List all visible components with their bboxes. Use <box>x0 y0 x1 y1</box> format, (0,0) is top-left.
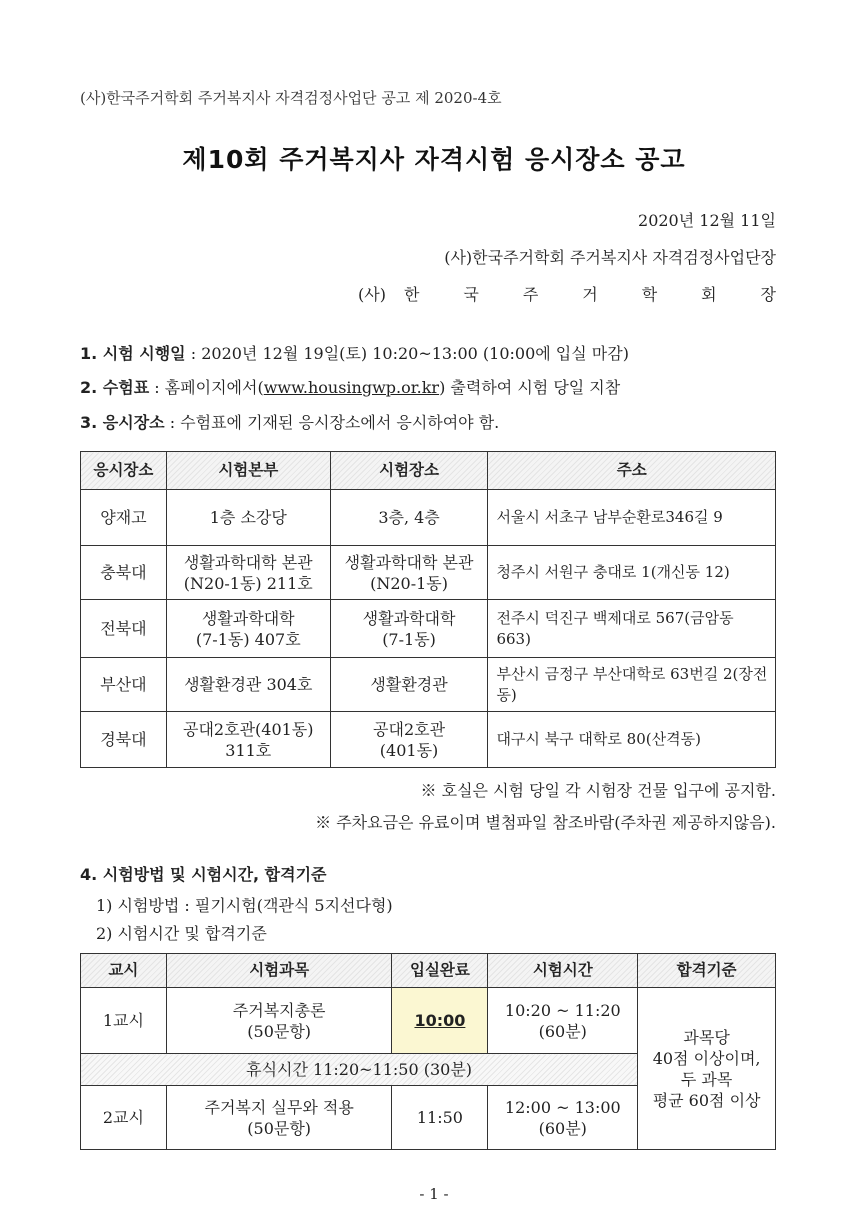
announcement-date: 2020년 12월 11일 <box>638 211 776 230</box>
exam-room <box>330 600 488 658</box>
issuer-char: 국 <box>463 285 479 304</box>
venue-site: 충북대 <box>81 546 167 600</box>
exam-date-label: 1. 시험 시행일 <box>80 344 186 363</box>
venue-site: 경북대 <box>81 712 167 768</box>
announcement-number: (사)한국주거학회 주거복지사 자격검정사업단 공고 제 2020-4호 <box>80 89 502 107</box>
table-row <box>81 600 776 658</box>
venue-address: 전주시 덕진구 백제대로 567(금암동 663) <box>488 600 776 658</box>
exam-time <box>488 1086 638 1150</box>
parking-notice: ※ 주차요금은 유료이며 별첨파일 참조바람(주차권 제공하지않음). <box>315 813 776 832</box>
col-header: 입실완료 <box>392 954 488 988</box>
exam-room <box>330 490 488 546</box>
subject-line: (50문항) <box>247 1118 312 1138</box>
venue-text: : 수험표에 기재된 응시장소에서 응시하여야 함. <box>164 413 500 432</box>
exam-method: 1) 시험방법 : 필기시험(객관식 5지선다형) <box>96 896 393 915</box>
room-notice: ※ 호실은 시험 당일 각 시험장 건물 입구에 공지함. <box>420 781 776 800</box>
exam-time <box>488 988 638 1054</box>
exam-hq <box>166 658 330 712</box>
hq-line: 공대2호관(401동) <box>183 719 314 739</box>
hq-line: 생활과학대학 <box>201 608 295 628</box>
criteria-line: 두 과목 <box>680 1069 733 1089</box>
room-line: 3층, 4층 <box>378 508 440 527</box>
entry-deadline: 10:00 <box>392 988 488 1054</box>
section-4-title <box>80 862 327 885</box>
table-row <box>81 490 776 546</box>
col-header: 시험장소 <box>330 452 488 490</box>
hq-line: 311호 <box>225 740 272 760</box>
period: 1교시 <box>81 988 167 1054</box>
time-line: 10:20 ~ 11:20 <box>504 1000 621 1020</box>
hq-line: 1층 소강당 <box>209 508 287 527</box>
criteria-line: 40점 이상이며, <box>652 1048 761 1068</box>
issuer-char: 학 <box>641 285 658 304</box>
schedule-table <box>80 953 776 1150</box>
col-header: 응시장소 <box>81 452 167 490</box>
room-line: (401동) <box>379 740 439 760</box>
time-line: (60분) <box>538 1118 587 1138</box>
issuer-president-prefix: (사) <box>358 285 386 304</box>
section-4-heading: 4. 시험방법 및 시험시간, 합격기준 <box>80 865 327 884</box>
exam-subject <box>166 1086 392 1150</box>
room-line: (N20-1동) <box>370 573 448 593</box>
subject-line: 주거복지총론 <box>232 1000 326 1020</box>
time-line: (60분) <box>538 1021 587 1041</box>
issuer-char: 주 <box>522 285 539 304</box>
col-header: 주소 <box>488 452 776 490</box>
exam-time-heading: 2) 시험시간 및 합격기준 <box>96 924 267 943</box>
venue-address: 서울시 서초구 남부순환로346길 9 <box>488 490 776 546</box>
col-header: 시험시간 <box>488 954 638 988</box>
venue-site: 양재고 <box>81 490 167 546</box>
criteria-line: 과목당 <box>683 1027 730 1047</box>
col-header: 시험과목 <box>166 954 392 988</box>
subject-line: 주거복지 실무와 적용 <box>204 1097 354 1117</box>
venue-label: 3. 응시장소 <box>80 413 165 432</box>
break-time: 휴식시간 11:20~11:50 (30분) <box>81 1054 638 1086</box>
issuer-director: (사)한국주거학회 주거복지사 자격검정사업단장 <box>444 248 776 267</box>
admission-ticket-post: ) 출력하여 시험 당일 지참 <box>439 378 621 397</box>
exam-room <box>330 658 488 712</box>
hq-line: 생활환경관 304호 <box>184 675 313 694</box>
subject-line: (50문항) <box>247 1021 312 1041</box>
venue-address: 부산시 금정구 부산대학로 63번길 2(장전동) <box>488 658 776 712</box>
issuer-char: 한 <box>404 285 420 304</box>
room-line: 생활과학대학 본관 <box>344 552 474 572</box>
exam-hq <box>166 712 330 768</box>
room-line: 공대2호관 <box>373 719 446 739</box>
issuer-char: 회 <box>701 285 717 304</box>
exam-hq <box>166 490 330 546</box>
page-title: 제10회 주거복지사 자격시험 응시장소 공고 <box>182 145 686 174</box>
exam-subject <box>166 988 392 1054</box>
criteria-line: 평균 60점 이상 <box>652 1090 761 1110</box>
page-number: - 1 - <box>419 1185 449 1203</box>
pass-criteria <box>638 988 776 1150</box>
exam-room <box>330 712 488 768</box>
venue-address: 대구시 북구 대학로 80(산격동) <box>488 712 776 768</box>
venue-item <box>80 410 499 433</box>
table-row <box>81 546 776 600</box>
period: 2교시 <box>81 1086 167 1150</box>
venue-site: 전북대 <box>81 600 167 658</box>
exam-room <box>330 546 488 600</box>
entry-deadline: 11:50 <box>392 1086 488 1150</box>
table-row <box>81 712 776 768</box>
col-header: 합격기준 <box>638 954 776 988</box>
venue-address: 청주시 서원구 충대로 1(개신동 12) <box>488 546 776 600</box>
table-row <box>81 988 776 1054</box>
venue-table-header <box>81 452 776 490</box>
hq-line: 생활과학대학 본관 <box>183 552 313 572</box>
admission-ticket-label: 2. 수험표 <box>80 378 150 397</box>
hq-line: (7-1동) 407호 <box>195 629 301 649</box>
venue-table <box>80 451 776 768</box>
room-line: 생활과학대학 <box>362 608 456 628</box>
table-row <box>81 658 776 712</box>
issuer-president <box>358 282 776 305</box>
admission-ticket-item <box>80 375 620 398</box>
exam-date-text: : 2020년 12월 19일(토) 10:20~13:00 (10:00에 입실 마감) <box>185 344 629 363</box>
issuer-char: 거 <box>582 285 598 304</box>
issuer-char: 장 <box>760 285 776 304</box>
col-header: 교시 <box>81 954 167 988</box>
exam-hq <box>166 546 330 600</box>
exam-date-item <box>80 341 629 364</box>
schedule-table-header <box>81 954 776 988</box>
venue-site: 부산대 <box>81 658 167 712</box>
room-line: 생활환경관 <box>370 675 448 694</box>
room-line: (7-1동) <box>382 629 436 649</box>
admission-ticket-pre: : 홈페이지에서( <box>149 378 264 397</box>
hq-line: (N20-1동) 211호 <box>183 573 313 593</box>
time-line: 12:00 ~ 13:00 <box>504 1097 621 1117</box>
col-header: 시험본부 <box>166 452 330 490</box>
exam-hq <box>166 600 330 658</box>
homepage-link[interactable]: www.housingwp.or.kr <box>263 378 440 397</box>
